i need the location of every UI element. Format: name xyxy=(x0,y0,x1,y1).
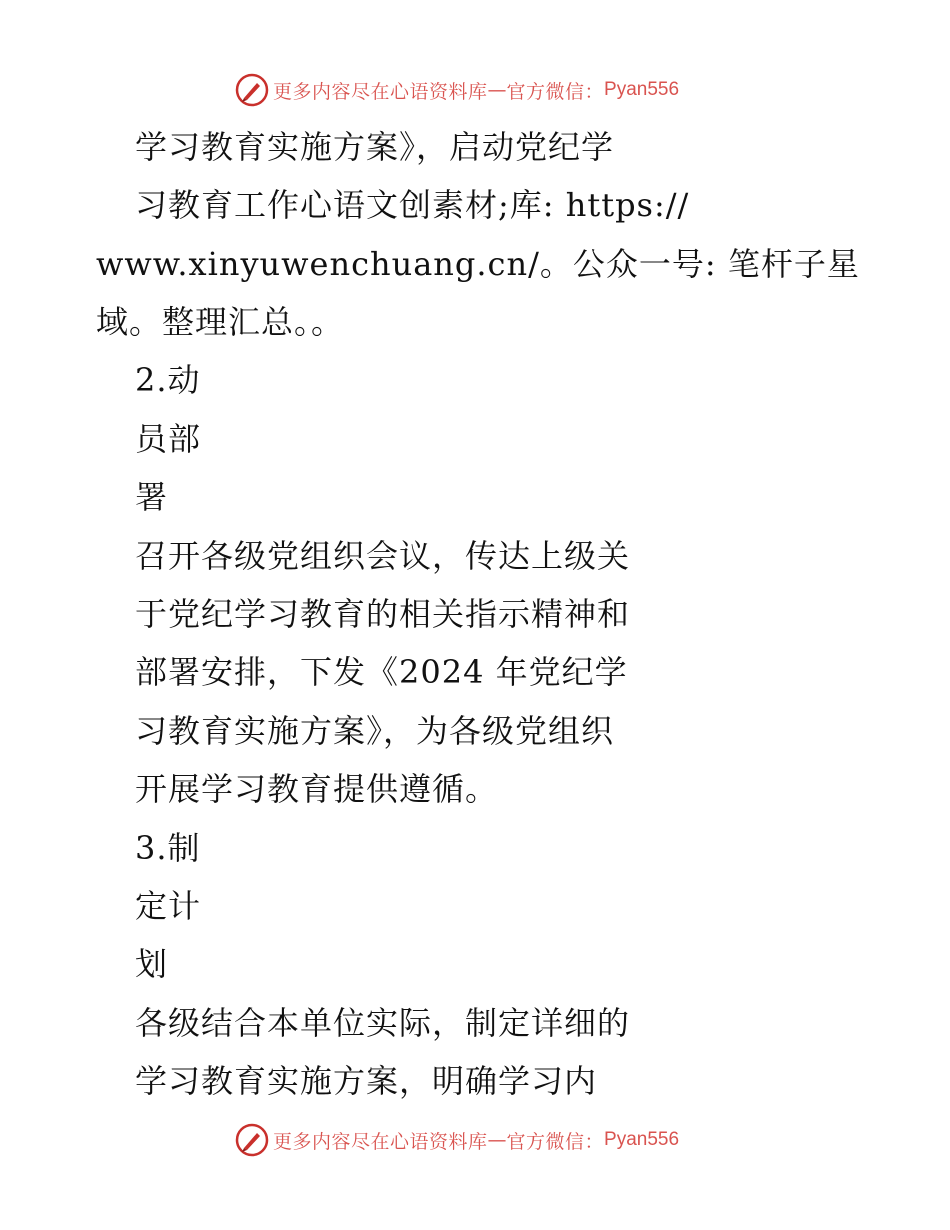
section-heading: 划 xyxy=(135,945,169,983)
section-heading: 定计 xyxy=(135,887,202,925)
body-line: 域。整理汇总。。 xyxy=(96,303,345,341)
footer-banner xyxy=(235,1123,679,1157)
body-line: 各级结合本单位实际，制定详细的 xyxy=(135,1004,631,1042)
banner-wechat-id: Pyan556 xyxy=(604,79,680,100)
body-line: 开展学习教育提供遵循。 xyxy=(135,770,499,808)
body-line: 习教育实施方案》，为各级党组织 xyxy=(135,712,615,750)
section-heading: 3.制 xyxy=(135,829,201,867)
section-heading: 员部 xyxy=(135,420,202,458)
banner-title: 更多内容尽在心语资料库 xyxy=(273,1130,488,1153)
banner-title: 更多内容尽在心语资料库 xyxy=(273,80,488,103)
pen-logo-icon xyxy=(235,73,269,107)
section-heading: 署 xyxy=(135,478,169,516)
banner-separator: — xyxy=(487,79,507,101)
body-line: 学习教育实施方案》，启动党纪学 xyxy=(135,128,615,166)
banner-wechat-id: Pyan556 xyxy=(604,1129,680,1150)
banner-wechat-label: 官方微信： xyxy=(506,80,605,103)
body-line: 学习教育实施方案，明确学习内 xyxy=(135,1062,598,1100)
section-heading: 2.动 xyxy=(135,361,201,399)
body-line: www.xinyuwenchuang.cn/。公众一号: 笔杆子星 xyxy=(96,245,860,283)
header-banner xyxy=(235,73,679,107)
body-line: 习教育工作心语文创素材;库: https:// xyxy=(135,186,690,224)
body-line: 于党纪学习教育的相关指示精神和 xyxy=(135,595,631,633)
pen-logo-icon xyxy=(235,1123,269,1157)
banner-wechat-label: 官方微信： xyxy=(506,1130,605,1153)
body-line: 召开各级党组织会议，传达上级关 xyxy=(135,537,631,575)
banner-separator: — xyxy=(487,1129,507,1151)
body-line: 部署安排，下发《2024 年党纪学 xyxy=(135,653,628,691)
